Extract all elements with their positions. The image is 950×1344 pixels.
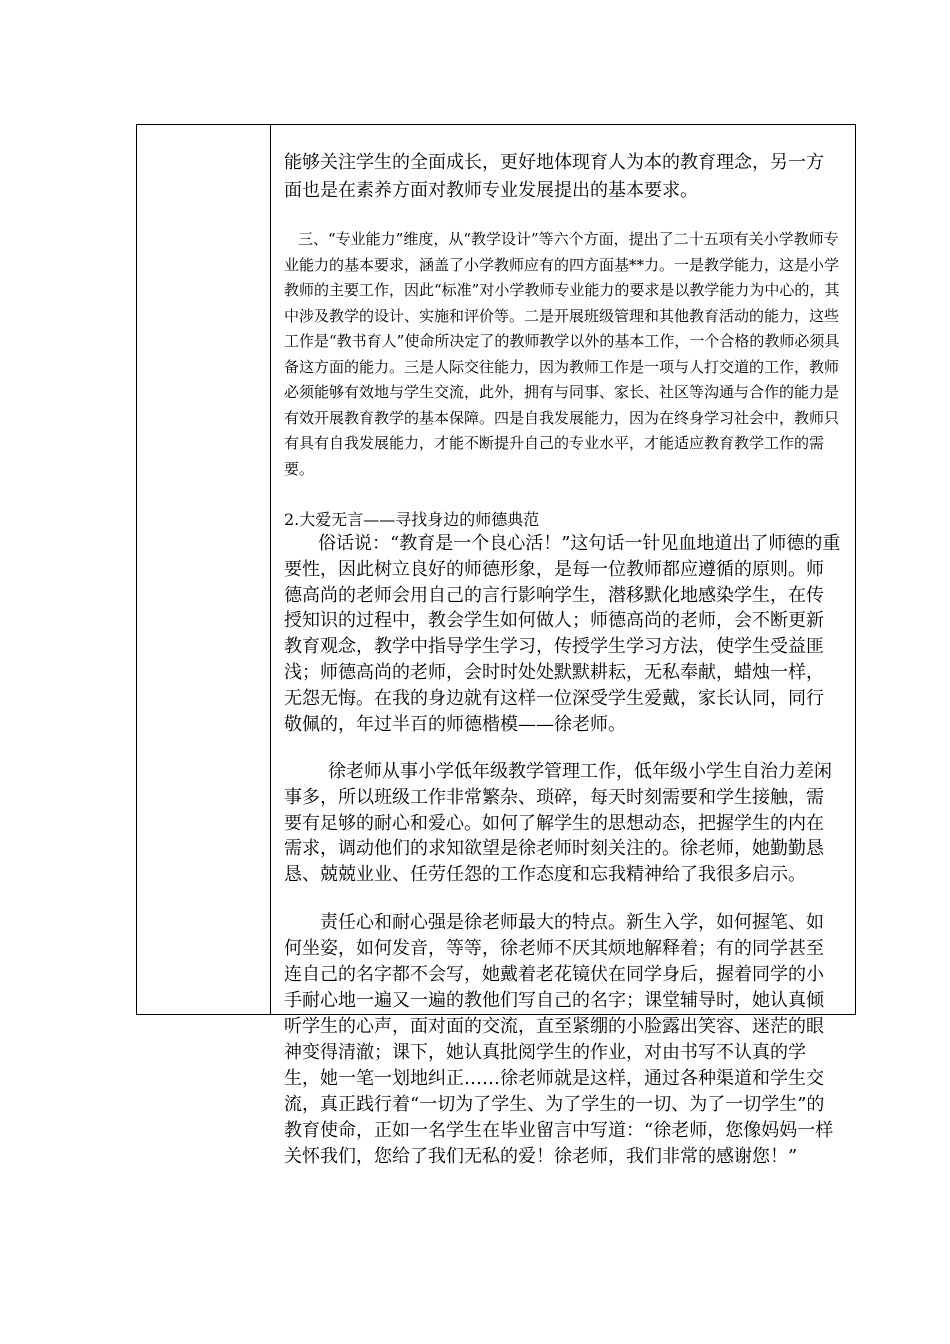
- xu-paragraph-1: 徐老师从事小学低年级教学管理工作，低年级小学生自治力差闲事多，所以班级工作非常繁杂、琐碎，每天时刻需要和学生接触，需要有足够的耐心和爱心。如何了解学生的思想动态，把握学生的内在需求，调动他们的求知欲望是徐老师时刻关注的。徐老师，她勤勤恳恳、兢兢业业、任劳任怨的工作态度和忘我精神给了我很多启示。: [284, 761, 832, 885]
- table-content-cell: [271, 125, 855, 1167]
- section-heading: 2.大爱无言——寻找身边的师德典范: [284, 510, 540, 529]
- ability-paragraph: 三、“专业能力”维度，从“教学设计”等六个方面，提出了二十五项有关小学教师专业能力的基本要求，涵盖了小学教师应有的四方面基**力。一是教学能力，这是小学教师的主要工作，因此“标准”对小学教师专业能力的要求是以教学能力为中心的，其中涉及教学的设计、实施和评价等。二是开展班级管理和其他教育活动的能力，这些工作是“教书育人”使命所决定了的教师教学以外的基本工作，一个合格的教师必须具备这方面的能力。三是人际交往能力，因为教师工作是一项与人打交道的工作，教师必须能够有效地与学生交流，此外，拥有与同事、家长、社区等沟通与合作的能力是有效开展教育教学的基本保障。四是自我发展能力，因为在终身学习社会中，教师只有具有自我发展能力，才能不断提升自己的专业水平，才能适应教育教学工作的需要。: [284, 230, 840, 478]
- xu-paragraph-2: 责任心和耐心强是徐老师最大的特点。新生入学，如何握笔、如何坐姿，如何发音，等等，徐老师不厌其烦地解释着；有的同学甚至连自己的名字都不会写，她戴着老花镜伏在同学身后，握着同学的小手耐心地一遍又一遍的教他们写自己的名字；课堂辅导时，她认真倾听学生的心声，面对面的交流，直至紧绷的小脸露出笑容、迷茫的眼神变得清澈；课下，她认真批阅学生的作业，对由书写不认真的学生，她一笔一划地纠正……徐老师就是这样，通过各种渠道和学生交流，真正践行着“一切为了学生、为了学生的一切、为了一切学生”的教育使命，正如一名学生在毕业留言中写道：“徐老师，您像妈妈一样关怀我们，您给了我们无私的爱！徐老师，我们非常的感谢您！”: [284, 912, 834, 1167]
- document-table: [136, 124, 856, 1167]
- intro-paragraph: 能够关注学生的全面成长，更好地体现育人为本的教育理念，另一方面也是在素养方面对教师专业发展提出的基本要求。: [284, 152, 824, 201]
- ethics-paragraph: 俗话说：“教育是一个良心活！”这句话一针见血地道出了师德的重要性，因此树立良好的师德形象，是每一位教师都应遵循的原则。师德高尚的老师会用自己的言行影响学生，潜移默化地感染学生，在传授知识的过程中，教会学生如何做人；师德高尚的老师，会不断更新教育观念，教学中指导学生学习，传授学生学习方法，使学生受益匪浅；师德高尚的老师，会时时处处默默耕耘，无私奉献，蜡烛一样，无怨无悔。在我的身边就有这样一位深受学生爱戴，家长认同，同行敬佩的，年过半百的师德楷模——徐老师。: [284, 533, 841, 735]
- table-left-column: [137, 125, 271, 1014]
